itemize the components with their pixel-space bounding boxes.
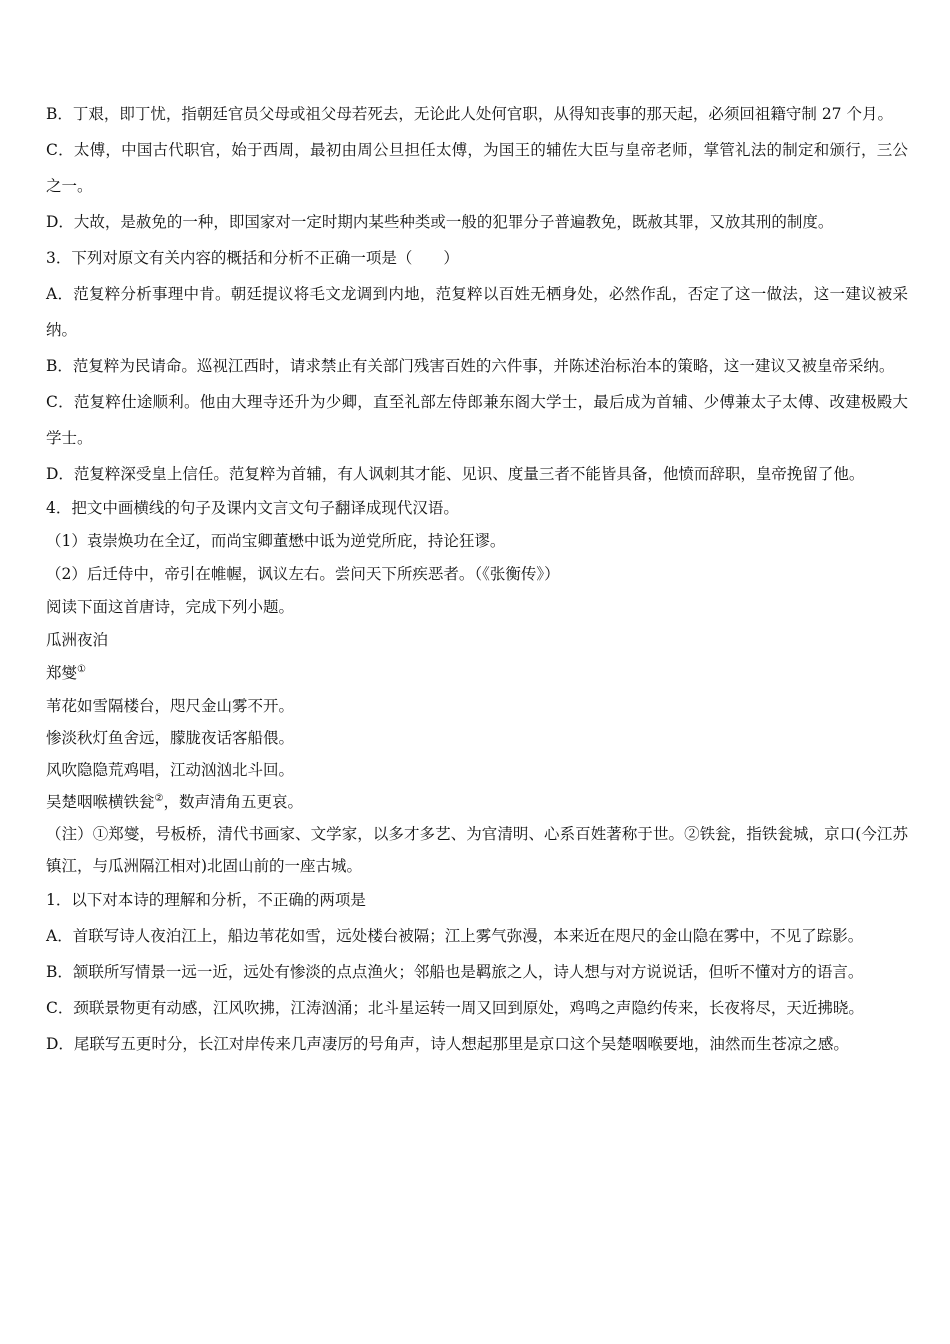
option-c-tai-fu: C．太傅，中国古代职官，始于西周，最初由周公旦担任太傅，为国王的辅佐大臣与皇帝老师，掌管礼法的制定和颁行，三公之一。	[46, 141, 908, 195]
footnote-mark: ①	[77, 663, 86, 675]
poem-line-1: 苇花如雪隔楼台，咫尺金山雾不开。	[46, 697, 295, 715]
footnote-mark: ②	[154, 792, 164, 804]
option-b-ding-jian: B．丁艰，即丁忧，指朝廷官员父母或祖父母若死去，无论此人处何官职，从得知丧事的那天起，必须回祖籍守制 27 个月。	[46, 105, 893, 123]
question-3-option-b: B．范复粹为民请命。巡视江西时，请求禁止有关部门残害百姓的六件事，并陈述治标治本的策略，这一建议又被皇帝采纳。	[46, 357, 895, 375]
poem-line-4: 吴楚咽喉横铁瓮②，数声清角五更哀。	[46, 792, 303, 811]
poem-title: 瓜洲夜泊	[46, 631, 109, 649]
poem-question-1: 1．以下对本诗的理解和分析，不正确的两项是	[46, 891, 366, 909]
question-3-option-a: A．范复粹分析事理中肯。朝廷提议将毛文龙调到内地，范复粹以百姓无栖身处，必然作乱，否定了这一做法，这一建议被采纳。	[46, 285, 908, 339]
option-d-da-gu: D．大故，是赦免的一种，即国家对一定时期内某些种类或一般的犯罪分子普遍教免，既赦其罪，又放其刑的制度。	[46, 213, 834, 231]
poem-author: 郑燮①	[46, 663, 86, 682]
reading-instruction: 阅读下面这首唐诗，完成下列小题。	[46, 598, 295, 616]
poem-line-2: 惨淡秋灯鱼舍远，朦胧夜话客船偎。	[46, 729, 295, 747]
poem-question-1-option-d: D．尾联写五更时分，长江对岸传来几声凄厉的号角声，诗人想起那里是京口这个吴楚咽喉要地，油然而生苍凉之感。	[46, 1035, 849, 1053]
question-3-option-d: D．范复粹深受皇上信任。范复粹为首辅，有人讽刺其才能、见识、度量三者不能皆具备，他愤而辞职，皇帝挽留了他。	[46, 465, 865, 483]
question-3-option-c: C．范复粹仕途顺利。他由大理寺还升为少卿，直至礼部左侍郎兼东阁大学士，最后成为首辅、少傅兼太子太傅、改建极殿大学士。	[46, 393, 908, 447]
poem-question-1-option-b: B．颔联所写情景一远一近，远处有惨淡的点点渔火；邻船也是羁旅之人，诗人想与对方说说话，但听不懂对方的语言。	[46, 963, 864, 981]
question-4-sentence-2: （2）后迁侍中，帝引在帷幄，讽议左右。尝问天下所疾恶者。（《张衡传》）	[46, 565, 560, 583]
poem-line-3: 风吹隐隐荒鸡唱，江动汹汹北斗回。	[46, 761, 295, 779]
document-page	[46, 96, 908, 1062]
question-3: 3．下列对原文有关内容的概括和分析不正确一项是（ ）	[46, 249, 459, 267]
poem-note: （注）①郑燮，号板桥，清代书画家、文学家，以多才多艺、为官清明、心系百姓著称于世。②铁瓮，指铁瓮城，京口(今江苏镇江，与瓜洲隔江相对)北固山前的一座古城。	[46, 825, 908, 875]
question-4-sentence-1: （1）袁崇焕功在全辽，而尚宝卿董懋中诋为逆党所庇，持论狂谬。	[46, 532, 506, 550]
poem-question-1-option-a: A．首联写诗人夜泊江上，船边苇花如雪，远处楼台被隔；江上雾气弥漫，本来近在咫尺的金山隐在雾中，不见了踪影。	[46, 927, 864, 945]
question-4: 4．把文中画横线的句子及课内文言文句子翻译成现代汉语。	[46, 499, 459, 517]
poem-question-1-option-c: C．颈联景物更有动感，江风吹拂，江涛汹涌；北斗星运转一周又回到原处，鸡鸣之声隐约传来，长夜将尽，天近拂晓。	[46, 999, 864, 1017]
